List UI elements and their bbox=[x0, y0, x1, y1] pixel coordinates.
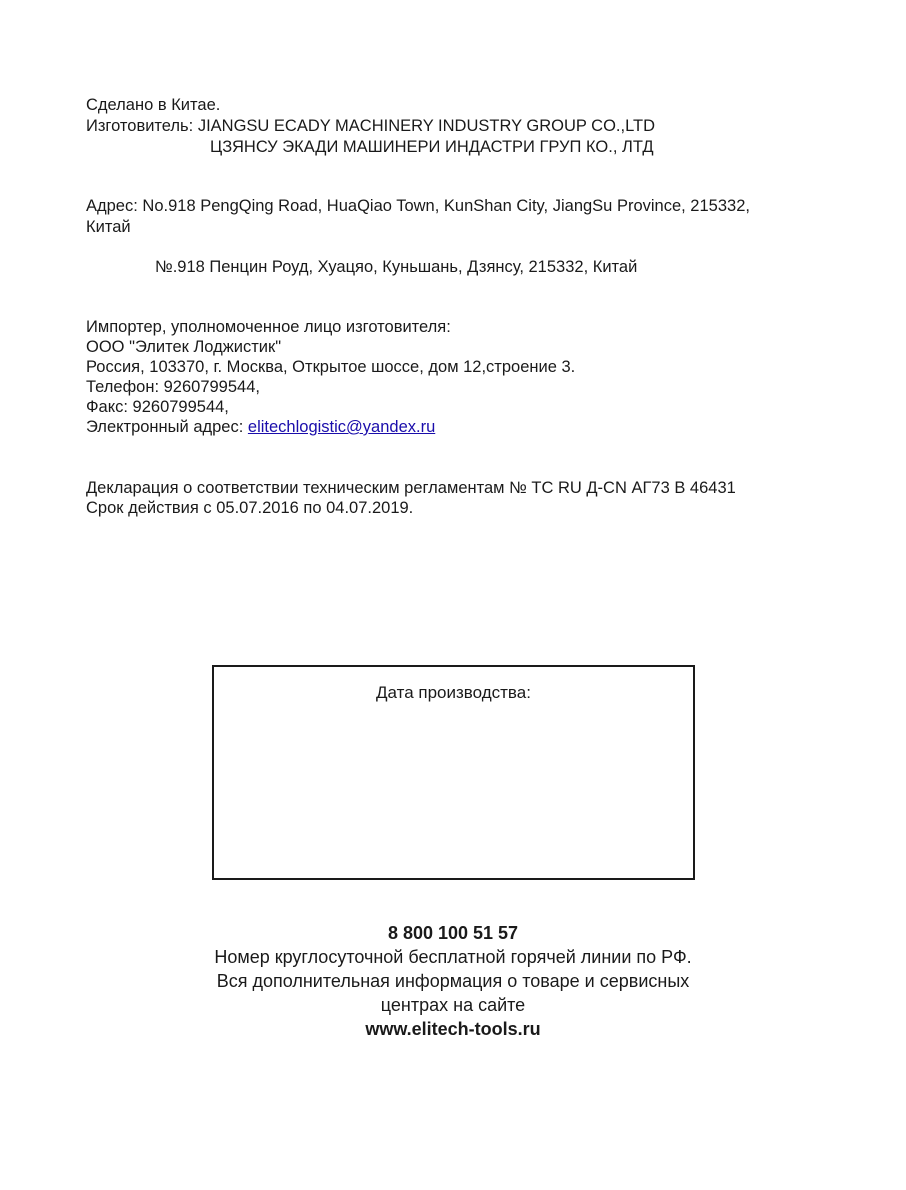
importer-email-line bbox=[86, 417, 435, 437]
hotline-line-2: Вся дополнительная информация о товаре и сервисных bbox=[216, 971, 690, 991]
importer-heading: Импортер, уполномоченное лицо изготовителя: bbox=[86, 318, 451, 336]
manufacturer-label: Изготовитель: bbox=[86, 117, 194, 135]
manufacturer-name-en: JIANGSU ECADY MACHINERY INDUSTRY GROUP CO.,LTD bbox=[197, 117, 656, 135]
declaration-line-1: Декларация о соответствии техническим регламентам № ТС RU Д-CN АГ73 В 46431 bbox=[86, 479, 736, 497]
importer-company: ООО "Элитек Лоджистик" bbox=[86, 338, 282, 356]
declaration-line-2: Срок действия с 05.07.2016 по 04.07.2019. bbox=[86, 499, 414, 517]
address-en: No.918 PengQing Road, HuaQiao Town, KunShan City, JiangSu Province, 215332, bbox=[142, 197, 750, 215]
importer-address: Россия, 103370, г. Москва, Открытое шоссе, дом 12,строение 3. bbox=[86, 358, 576, 376]
hotline-phone: 8 800 100 51 57 bbox=[387, 923, 519, 943]
email-link[interactable]: elitechlogistic@yandex.ru bbox=[247, 418, 436, 436]
address-en-cont: Китай bbox=[86, 218, 131, 236]
manufacturer-name-ru: ЦЗЯНСУ ЭКАДИ МАШИНЕРИ ИНДАСТРИ ГРУП КО., ЛТД bbox=[210, 138, 654, 156]
email-label: Электронный адрес: bbox=[86, 418, 244, 436]
production-date-label: Дата производства: bbox=[376, 683, 531, 702]
importer-fax: Факс: 9260799544, bbox=[86, 398, 229, 416]
address-label: Адрес: bbox=[86, 197, 138, 215]
hotline-line-3: центрах на сайте bbox=[380, 995, 526, 1015]
address-ru: №.918 Пенцин Роуд, Хуацяо, Куньшань, Дзянсу, 215332, Китай bbox=[155, 258, 638, 276]
importer-phone: Телефон: 9260799544, bbox=[86, 378, 260, 396]
production-date-box bbox=[212, 665, 695, 880]
address-line bbox=[86, 196, 750, 216]
hotline-line-1: Номер круглосуточной бесплатной горячей линии по РФ. bbox=[214, 947, 692, 967]
made-in-text: Сделано в Китае. bbox=[86, 96, 221, 114]
website-text: www.elitech-tools.ru bbox=[365, 1019, 541, 1039]
manufacturer-line bbox=[86, 116, 655, 136]
